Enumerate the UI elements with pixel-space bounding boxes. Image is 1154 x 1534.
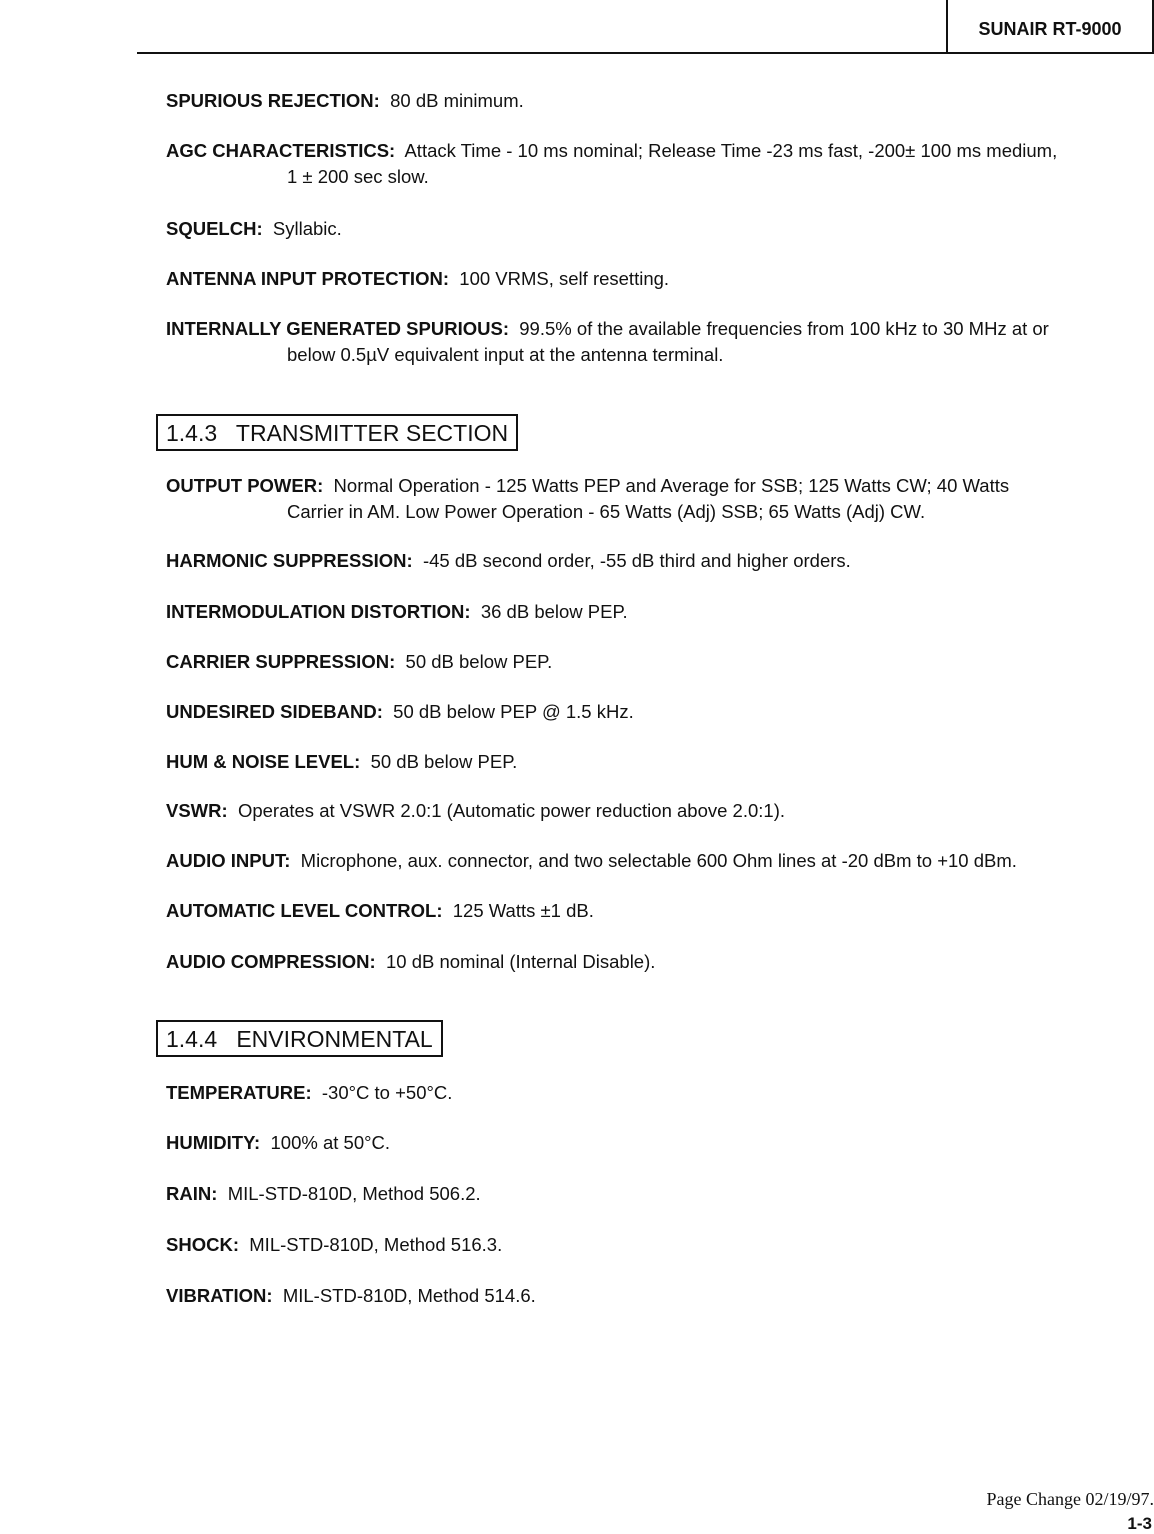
spec-value: 50 dB below PEP. bbox=[405, 651, 553, 672]
spec-temperature: TEMPERATURE: -30°C to +50°C. bbox=[166, 1082, 453, 1103]
spec-label: HUMIDITY bbox=[166, 1132, 255, 1153]
spec-automatic-level-control: AUTOMATIC LEVEL CONTROL: 125 Watts ±1 dB. bbox=[166, 900, 594, 921]
spec-label: AUTOMATIC LEVEL CONTROL bbox=[166, 900, 437, 921]
spec-label: CARRIER SUPPRESSION bbox=[166, 651, 390, 672]
section-heading-environmental: 1.4.4 ENVIRONMENTAL bbox=[156, 1020, 443, 1057]
spec-undesired-sideband: UNDESIRED SIDEBAND: 50 dB below PEP @ 1.5 kHz. bbox=[166, 701, 634, 722]
spec-label: VSWR bbox=[166, 800, 222, 821]
spec-value-continued: Carrier in AM. Low Power Operation - 65 Watts (Adj) SSB; 65 Watts (Adj) CW. bbox=[287, 501, 926, 522]
spec-spurious-rejection: SPURIOUS REJECTION: 80 dB minimum. bbox=[166, 90, 524, 111]
spec-value-continued: 1 ± 200 sec slow. bbox=[287, 166, 429, 187]
spec-harmonic-suppression: HARMONIC SUPPRESSION: -45 dB second order, -55 dB third and higher orders. bbox=[166, 550, 851, 571]
section-heading-transmitter: 1.4.3 TRANSMITTER SECTION bbox=[156, 414, 518, 451]
spec-value: 80 dB minimum. bbox=[390, 90, 524, 111]
spec-value: 99.5% of the available frequencies from 100 kHz to 30 MHz at or bbox=[519, 318, 1049, 339]
spec-label: SQUELCH bbox=[166, 218, 257, 239]
spec-humidity: HUMIDITY: 100% at 50°C. bbox=[166, 1132, 391, 1153]
spec-label: INTERMODULATION DISTORTION bbox=[166, 601, 465, 622]
spec-label: AUDIO INPUT bbox=[166, 850, 285, 871]
spec-label: INTERNALLY GENERATED SPURIOUS bbox=[166, 318, 503, 339]
spec-value: 50 dB below PEP. bbox=[370, 751, 518, 772]
spec-rain: RAIN: MIL-STD-810D, Method 506.2. bbox=[166, 1183, 481, 1204]
spec-label: SHOCK bbox=[166, 1234, 233, 1255]
spec-shock: SHOCK: MIL-STD-810D, Method 516.3. bbox=[166, 1234, 503, 1255]
spec-audio-compression: AUDIO COMPRESSION: 10 dB nominal (Internal Disable). bbox=[166, 951, 656, 972]
spec-intermodulation-distortion: INTERMODULATION DISTORTION: 36 dB below PEP. bbox=[166, 601, 628, 622]
page-change-note: Page Change 02/19/97. bbox=[986, 1489, 1154, 1509]
spec-label: RAIN bbox=[166, 1183, 212, 1204]
spec-value: MIL-STD-810D, Method 514.6. bbox=[282, 1285, 536, 1306]
spec-value: 50 dB below PEP @ 1.5 kHz. bbox=[393, 701, 634, 722]
spec-carrier-suppression: CARRIER SUPPRESSION: 50 dB below PEP. bbox=[166, 651, 553, 672]
spec-hum-noise-level: HUM & NOISE LEVEL: 50 dB below PEP. bbox=[166, 751, 518, 772]
spec-label: HUM & NOISE LEVEL bbox=[166, 751, 355, 772]
spec-value: Attack Time - 10 ms nominal; Release Time -23 ms fast, -200± 100 ms medium, bbox=[404, 140, 1058, 161]
spec-label: ANTENNA INPUT PROTECTION bbox=[166, 268, 443, 289]
spec-value: MIL-STD-810D, Method 516.3. bbox=[249, 1234, 503, 1255]
page-number: 1-3 bbox=[1127, 1514, 1152, 1533]
spec-label: AGC CHARACTERISTICS bbox=[166, 140, 390, 161]
spec-squelch: SQUELCH: Syllabic. bbox=[166, 218, 342, 239]
spec-value: 36 dB below PEP. bbox=[480, 601, 628, 622]
spec-agc-characteristics: AGC CHARACTERISTICS: Attack Time - 10 ms nominal; Release Time -23 ms fast, -200± 100 ms medium, 1 ± 200 sec slow. bbox=[166, 138, 1154, 190]
spec-value-continued: below 0.5µV equivalent input at the antenna terminal. bbox=[287, 344, 724, 365]
spec-antenna-input-protection: ANTENNA INPUT PROTECTION: 100 VRMS, self resetting. bbox=[166, 268, 670, 289]
spec-label: AUDIO COMPRESSION bbox=[166, 951, 370, 972]
spec-value: Normal Operation - 125 Watts PEP and Average for SSB; 125 Watts CW; 40 Watts bbox=[333, 475, 1010, 496]
spec-label: OUTPUT POWER bbox=[166, 475, 318, 496]
spec-value: Operates at VSWR 2.0:1 (Automatic power reduction above 2.0:1). bbox=[237, 800, 786, 821]
spec-internally-generated-spurious: INTERNALLY GENERATED SPURIOUS: 99.5% of the available frequencies from 100 kHz to 30 MHz at or below 0.5µV equivalent input at the antenna terminal. bbox=[166, 316, 1154, 368]
spec-value: Microphone, aux. connector, and two selectable 600 Ohm lines at -20 dBm to +10 dBm. bbox=[300, 850, 1017, 871]
spec-label: TEMPERATURE bbox=[166, 1082, 306, 1103]
spec-value: Syllabic. bbox=[272, 218, 342, 239]
document-title: SUNAIR RT-9000 bbox=[946, 0, 1154, 53]
spec-value: MIL-STD-810D, Method 506.2. bbox=[227, 1183, 481, 1204]
spec-label: SPURIOUS REJECTION bbox=[166, 90, 374, 111]
spec-vibration: VIBRATION: MIL-STD-810D, Method 514.6. bbox=[166, 1285, 536, 1306]
spec-value: 125 Watts ±1 dB. bbox=[452, 900, 594, 921]
spec-label: UNDESIRED SIDEBAND bbox=[166, 701, 377, 722]
spec-output-power: OUTPUT POWER: Normal Operation - 125 Watts PEP and Average for SSB; 125 Watts CW; 40 Watts Carrier in AM. Low Power Operation - 65 Watts (Adj) SSB; 65 Watts (Adj) CW. bbox=[166, 473, 1154, 525]
spec-label: VIBRATION bbox=[166, 1285, 267, 1306]
spec-value: 100 VRMS, self resetting. bbox=[459, 268, 670, 289]
spec-label: HARMONIC SUPPRESSION bbox=[166, 550, 407, 571]
spec-value: 10 dB nominal (Internal Disable). bbox=[385, 951, 656, 972]
spec-value: -45 dB second order, -55 dB third and higher orders. bbox=[422, 550, 851, 571]
spec-value: 100% at 50°C. bbox=[270, 1132, 391, 1153]
spec-value: -30°C to +50°C. bbox=[321, 1082, 453, 1103]
spec-audio-input: AUDIO INPUT: Microphone, aux. connector, and two selectable 600 Ohm lines at -20 dBm to +10 dBm. bbox=[166, 850, 1017, 871]
spec-vswr: VSWR: Operates at VSWR 2.0:1 (Automatic power reduction above 2.0:1). bbox=[166, 800, 786, 821]
